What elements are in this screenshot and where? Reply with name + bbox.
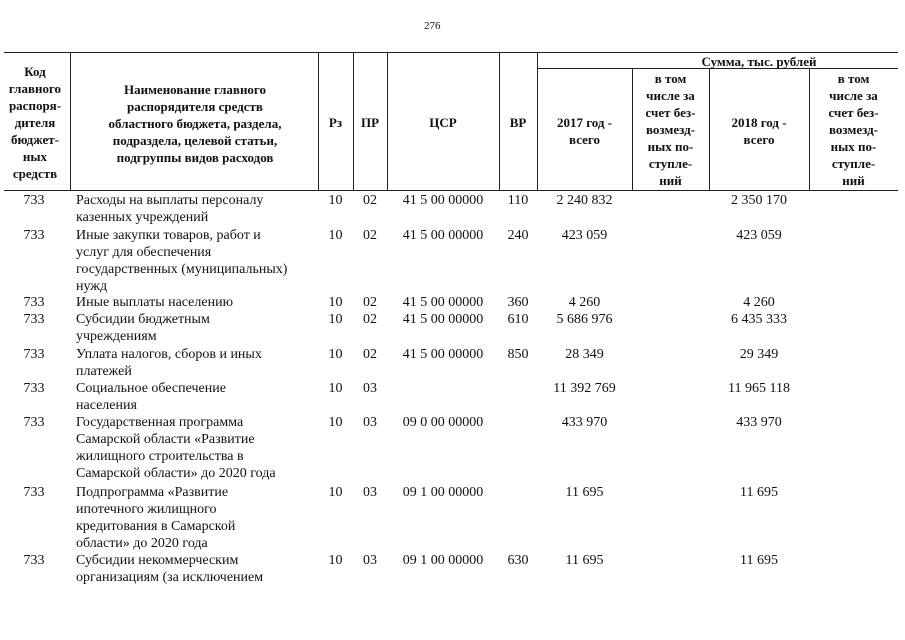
table-cell-kod: 733 [23, 381, 45, 396]
table-cell-rz: 10 [328, 295, 343, 310]
table-cell-vr: 110 [507, 193, 529, 208]
table-cell-name: Субсидии бюджетным учреждениям [76, 312, 210, 344]
table-cell-rz: 10 [328, 415, 343, 430]
header-2017: 2017 год - всего [556, 115, 613, 147]
table-cell-kod: 733 [23, 312, 45, 327]
table-cell-2017: 11 695 [565, 553, 604, 568]
table-cell-rz: 10 [328, 553, 343, 568]
table-cell-2017: 2 240 832 [556, 193, 613, 208]
header-bottom-border [4, 190, 898, 191]
table-cell-csr: 41 5 00 00000 [402, 347, 484, 362]
table-cell-vr: 240 [507, 228, 529, 243]
table-cell-kod: 733 [23, 415, 45, 430]
table-cell-2017: 28 349 [565, 347, 604, 362]
header-name: Наименование главного распорядителя средств областного бюджета, раздела, подраздела, целевой статьи, подгруппы видов расходов [108, 82, 282, 165]
table-cell-vr: 360 [507, 295, 529, 310]
table-cell-kod: 733 [23, 193, 45, 208]
col-divider [70, 52, 71, 190]
table-cell-2017: 433 970 [561, 415, 608, 430]
table-cell-pr: 02 [363, 228, 377, 243]
table-cell-kod: 733 [23, 485, 45, 500]
table-cell-kod: 733 [23, 228, 45, 243]
table-cell-2018: 433 970 [736, 415, 782, 430]
table-cell-csr: 41 5 00 00000 [402, 193, 484, 208]
table-cell-rz: 10 [328, 193, 343, 208]
table-cell-kod: 733 [23, 347, 45, 362]
table-cell-rz: 10 [328, 312, 343, 327]
table-cell-vr: 610 [507, 312, 529, 327]
table-cell-2018: 29 349 [739, 347, 779, 362]
table-cell-csr: 41 5 00 00000 [402, 312, 484, 327]
table-cell-2018: 2 350 170 [731, 193, 787, 208]
header-csr: ЦСР [429, 115, 457, 130]
table-cell-name: Уплата налогов, сборов и иных платежей [76, 347, 262, 379]
table-cell-pr: 03 [363, 485, 377, 500]
header-vr: ВР [509, 115, 527, 130]
page-number: 276 [424, 20, 441, 32]
table-cell-kod: 733 [23, 295, 45, 310]
table-cell-2018: 423 059 [736, 228, 782, 243]
table-cell-pr: 03 [363, 553, 377, 568]
table-cell-pr: 02 [363, 193, 377, 208]
table-cell-2018: 11 695 [740, 485, 778, 500]
table-cell-name: Государственная программа Самарской области «Развитие жилищного строительства в Самарской области» до 2020 года [76, 415, 276, 481]
table-cell-csr: 09 0 00 00000 [402, 415, 484, 430]
table-cell-2018: 11 965 118 [728, 381, 790, 396]
table-cell-vr: 630 [507, 553, 529, 568]
table-cell-2018: 4 260 [743, 295, 775, 310]
header-incl-2017: в том числе за счет без- возмезд- ных по- ступле- ний [645, 71, 696, 188]
header-kod: Код главного распоря- дителя бюджет- ных средств [8, 64, 62, 181]
table-cell-rz: 10 [328, 381, 343, 396]
header-sum: Сумма, тыс. рублей [701, 54, 817, 69]
header-2018: 2018 год - всего [731, 115, 787, 147]
table-cell-2017: 423 059 [561, 228, 608, 243]
table-cell-name: Иные выплаты населению [76, 295, 234, 310]
table-cell-2017: 5 686 976 [556, 312, 613, 327]
table-cell-kod: 733 [23, 553, 45, 568]
table-cell-pr: 02 [363, 347, 377, 362]
table-cell-pr: 03 [363, 415, 377, 430]
table-cell-2017: 11 695 [565, 485, 604, 500]
header-rz: Рз [328, 115, 343, 130]
table-cell-vr: 850 [507, 347, 529, 362]
table-cell-2017: 4 260 [568, 295, 601, 310]
header-pr: ПР [360, 115, 380, 130]
table-cell-name: Подпрограмма «Развитие ипотечного жилищного кредитования в Самарской области» до 2020 года [76, 485, 236, 551]
table-cell-rz: 10 [328, 485, 343, 500]
table-cell-name: Субсидии некоммерческим организациям (за исключением [76, 553, 264, 585]
table-cell-2017: 11 392 769 [553, 381, 616, 396]
table-cell-csr: 09 1 00 00000 [402, 553, 484, 568]
table-cell-pr: 03 [363, 381, 377, 396]
table-cell-name: Иные закупки товаров, работ и услуг для обеспечения государственных (муниципальных) нужд [76, 228, 288, 294]
table-cell-csr: 09 1 00 00000 [402, 485, 484, 500]
table-cell-pr: 02 [363, 295, 377, 310]
header-incl-2018: в том числе за счет без- возмезд- ных по- ступле- ний [828, 71, 879, 188]
table-cell-pr: 02 [363, 312, 377, 327]
table-cell-name: Социальное обеспечение населения [76, 381, 226, 413]
table-cell-2018: 6 435 333 [731, 312, 787, 327]
table-cell-csr: 41 5 00 00000 [402, 295, 484, 310]
table-cell-2018: 11 695 [740, 553, 778, 568]
table-cell-rz: 10 [328, 228, 343, 243]
table-cell-rz: 10 [328, 347, 343, 362]
table-cell-csr: 41 5 00 00000 [402, 228, 484, 243]
table-cell-name: Расходы на выплаты персоналу казенных учреждений [76, 193, 264, 225]
